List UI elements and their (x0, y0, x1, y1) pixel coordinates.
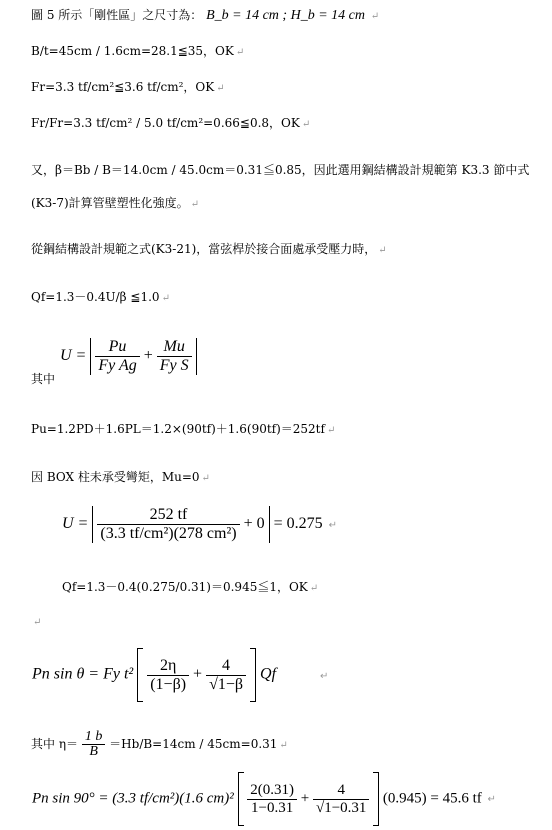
fraction-final-1: $\frac{2(0.31)}{1-0.31}$ (247, 782, 297, 817)
eq-tail: Qf (260, 665, 277, 683)
text: 其中 (31, 372, 56, 386)
line-rigid-zone (31, 8, 379, 24)
return-mark: ↵ (301, 119, 311, 130)
eq-result: = 0.275 (273, 515, 323, 533)
math-inline: B_b = 14 cm ; H_b = 14 cm (206, 8, 365, 23)
return-mark: ↵ (326, 425, 336, 436)
return-mark: ↵ (487, 794, 496, 806)
fraction-root: $\frac{4}{√1-\beta}$ (206, 657, 246, 694)
eq-lhs: Pn sin θ = Fy t² (32, 665, 134, 683)
return-mark: ↵ (370, 11, 380, 22)
left-bracket (238, 772, 244, 826)
eq-lhs: Pn sin 90° = (3.3 tf/cm²)(1.6 cm)² (32, 790, 234, 807)
text: 圖 5 所示「剛性區」之尺寸為： (31, 8, 203, 22)
fraction-eta-def: $\frac{1 b}{B}$ (82, 730, 106, 759)
right-bracket (373, 772, 379, 826)
return-mark: ↵ (279, 740, 288, 751)
text: (K3-7)計算管壁塑性化強度。 (31, 196, 189, 210)
fraction-eta: $\frac{2\eta}{(1-\beta)}$ (147, 657, 189, 694)
left-bracket (137, 648, 143, 702)
return-mark: ↵ (328, 520, 338, 532)
line-k321 (31, 242, 387, 258)
return-mark: ↵ (309, 583, 319, 594)
line-mu (31, 470, 210, 486)
text: Qf=1.3－0.4(0.275/0.31)＝0.945≦1，OK (62, 580, 308, 594)
line-empty (31, 614, 41, 630)
right-bracket (250, 648, 256, 702)
text: B/t=45cm / 1.6cm=28.1≦35，OK (31, 44, 234, 58)
line-where (31, 372, 55, 386)
text: 從鋼結構設計規範之式(K3-21)，當弦桿於接合面處承受壓力時， (31, 242, 377, 256)
line-qf-value (62, 580, 318, 596)
eq-lhs: U = (62, 515, 89, 533)
text: 因 BOX 柱未承受彎矩，Mu=0 (31, 470, 200, 484)
return-mark: ↵ (33, 617, 42, 628)
abs-bars: $\frac{Pu}{\text{Fy Ag}}$ + $\frac{Mu}{\text{Fy S}}$ (90, 338, 196, 375)
line-ratio-check (31, 116, 310, 132)
line-qf-formula (31, 290, 170, 306)
return-mark: ↵ (378, 245, 387, 256)
return-mark: ↵ (320, 670, 329, 682)
equation-u-value (62, 506, 337, 543)
line-eta (31, 730, 288, 759)
equation-pn-final: Pn sin 90° = (3.3 tf/cm²)(1.6 cm)² $\frac{2(0.31)}{1-0.31}$ + $\frac{4}{√1-0.31}$ (0.945) = 45.6 tf ↵ (32, 772, 496, 826)
return-mark: ↵ (190, 199, 200, 210)
abs-bars: $\frac{252 tf}{\text{(3.3 tf/cm²)(278 cm²)}}$ + 0 (92, 506, 269, 543)
fraction-mu: $\frac{Mu}{\text{Fy S}}$ (157, 338, 192, 375)
eq-lhs: U = (60, 347, 87, 365)
return-mark: ↵ (161, 293, 170, 304)
equation-pn-general: Pn sin θ = Fy t² $\frac{2\eta}{(1-\beta)}$ + $\frac{4}{√1-\beta}$ Qf ↵ (32, 648, 328, 702)
text: 又，β＝Bb / B＝14.0cm / 45.0cm＝0.31≦0.85，因此選用鋼結構設計規範第 K3.3 節中式 (31, 163, 530, 177)
equation-u-definition (60, 338, 197, 375)
return-mark: ↵ (216, 83, 225, 94)
fraction-u-value: $\frac{252 tf}{\text{(3.3 tf/cm²)(278 cm²)}}$ (97, 506, 239, 543)
fraction-final-2: $\frac{4}{√1-0.31}$ (313, 782, 369, 817)
text: 其中 η＝ (31, 737, 79, 751)
text: Fr/Fr=3.3 tf/cm² / 5.0 tf/cm²=0.66≦0.8，OK (31, 116, 300, 130)
line-bt-check (31, 44, 244, 60)
line-beta (31, 163, 529, 177)
line-k37 (31, 196, 199, 212)
text: ＝Hb/B=14cm / 45cm=0.31 (109, 737, 278, 751)
text: Pu=1.2PD＋1.6PL＝1.2×(90tf)＋1.6(90tf)＝252tf (31, 422, 325, 436)
text: Qf=1.3－0.4U/β ≦1.0 (31, 290, 160, 304)
text: Fr=3.3 tf/cm²≦3.6 tf/cm²，OK (31, 80, 215, 94)
line-fr-check (31, 80, 225, 96)
return-mark: ↵ (201, 473, 210, 484)
line-pu (31, 422, 335, 438)
fraction-pu: $\frac{Pu}{\text{Fy Ag}}$ (95, 338, 139, 375)
eq-tail: (0.945) = 45.6 tf (382, 790, 482, 807)
return-mark: ↵ (235, 47, 245, 58)
